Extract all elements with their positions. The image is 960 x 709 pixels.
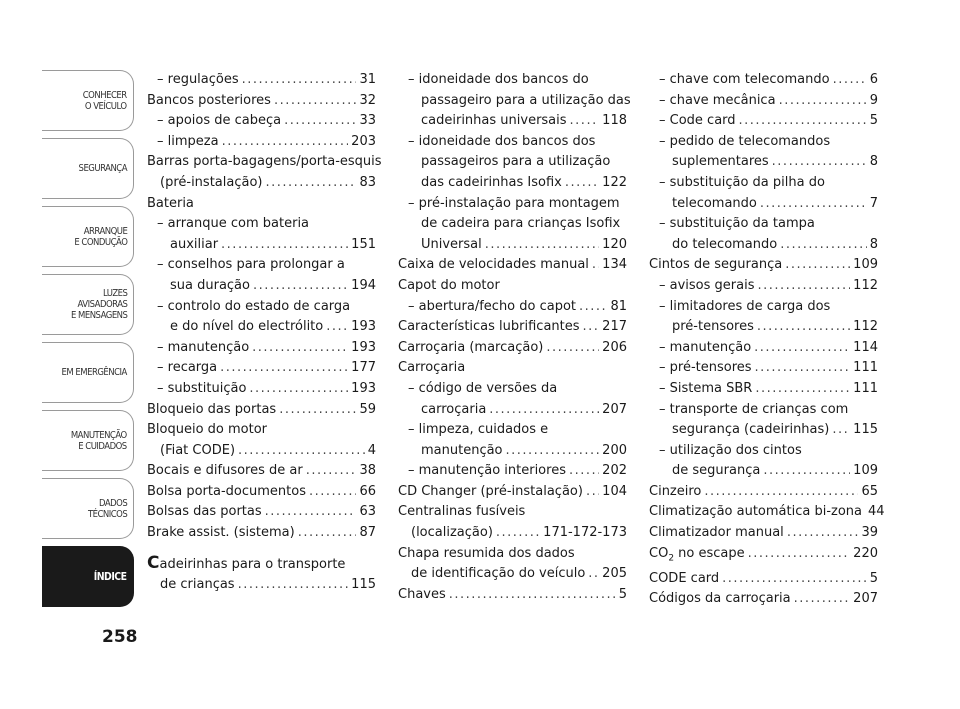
index-entry [398,482,627,503]
index-entry [147,111,376,132]
entry-text: segurança (cadeirinhas) [672,422,830,438]
index-entry [398,194,627,256]
subscript: 2 [668,553,675,564]
index-entry [649,70,878,91]
page-ref[interactable]: 207 [602,401,627,417]
entry-text: Universal [421,236,482,252]
page-ref[interactable]: 193 [351,380,376,396]
entry-text: – idoneidade dos bancos dos [408,133,596,149]
page-ref[interactable]: 114 [853,339,878,355]
page-ref[interactable]: 206 [602,339,627,355]
entry-text: – substituição da tampa [659,216,815,232]
page-ref[interactable]: 5 [869,570,878,586]
index-entry [398,338,627,359]
entry-text: – avisos gerais [659,277,755,293]
entry-text: cadeirinhas universais [421,113,567,129]
tab-label: EM EMERGÊNCIA [61,367,127,378]
page-ref[interactable]: 111 [853,360,878,376]
index-entry [147,297,376,338]
entry-text: – pré-instalação para montagem [408,195,620,211]
page-ref[interactable]: 65 [861,483,878,499]
index-entry [649,523,878,544]
entry-text: – limpeza [157,133,219,149]
entry-text: Chaves [398,586,446,602]
tab-label: SEGURANÇA [78,163,127,174]
leader-dots [757,317,850,338]
index-entry [649,255,878,276]
entry-text: de segurança [672,463,761,479]
index-entry [398,585,627,606]
index-entry [649,569,878,590]
leader-dots [238,575,349,596]
page-ref[interactable]: 115 [351,577,376,593]
index-entry [649,338,878,359]
index-entry [649,276,878,297]
index-entry [147,502,376,523]
entry-text: – chave mecânica [659,92,776,108]
entry-text: CD Changer (pré-instalação) [398,483,583,499]
entry-text: – manutenção interiores [408,463,566,479]
index-entry [398,544,627,585]
leader-dots [242,70,357,91]
entry-text: e do nível do electrólito [170,319,324,335]
leader-dots [833,70,867,91]
entry-text: suplementares [672,154,769,170]
page-ref[interactable]: 217 [602,319,627,335]
page-ref[interactable]: 83 [359,174,376,190]
entry-text: (localização) [411,525,493,541]
index-entry [649,173,878,214]
index-entry [649,214,878,255]
entry-text: Bancos posteriores [147,92,271,108]
index-entry [147,461,376,482]
page-ref[interactable]: 205 [602,566,627,582]
index-entry [147,91,376,112]
entry-text: – recarga [157,360,218,376]
entry-text: de crianças [160,577,235,593]
page-ref[interactable]: 33 [359,113,376,129]
entry-text: Bocais e difusores de ar [147,463,303,479]
entry-text: Características lubrificantes [398,319,580,335]
entry-text: de identificação do veículo [411,566,586,582]
page-ref[interactable]: 39 [861,525,878,541]
page-ref[interactable]: 5 [869,113,878,129]
entry-text: – apoios de cabeça [157,113,282,129]
index-entry [398,255,627,276]
index-entry [147,338,376,359]
index-entry [649,441,878,482]
page-ref[interactable]: 203 [351,133,376,149]
index-entry [649,358,878,379]
entry-text: Bloqueio do motor [147,422,268,438]
index-column-2 [398,70,631,605]
leader-dots [704,482,858,503]
leader-dots [249,379,348,400]
index-entry [398,358,627,379]
page-ref[interactable]: 112 [853,319,878,335]
entry-text: pré-tensores [672,319,754,335]
leader-dots [588,564,599,585]
index-entry [398,276,627,297]
tab-seguranca[interactable] [42,138,134,199]
index-entry [649,297,878,338]
entry-text: – manutenção [659,339,752,355]
page-ref[interactable]: 32 [359,92,376,108]
leader-dots [220,358,348,379]
leader-dots [780,235,867,256]
index-entry [649,132,878,173]
leader-dots [265,502,357,523]
page-ref[interactable]: 66 [359,483,376,499]
entry-text: passageiros para a utilização [421,154,611,170]
entry-text: no escape [674,545,745,561]
page-ref[interactable]: 112 [853,277,878,293]
leader-dots [279,400,356,421]
entry-text: Caixa de velocidades manual [398,257,589,273]
index-entry [147,379,376,400]
entry-text: Carroçaria [398,360,466,376]
page-number: 258 [102,627,138,647]
entry-text: – limitadores de carga dos [659,298,831,314]
entry-text: Bolsa porta-documentos [147,483,306,499]
entry-text: das cadeirinhas Isofix [421,174,562,190]
index-entry [147,152,382,193]
tab-arranque-e-conducao[interactable] [42,206,134,267]
index-entry [147,255,376,296]
leader-dots [579,297,607,318]
leader-dots [449,585,616,606]
index-entry [398,420,627,461]
leader-dots [496,523,540,544]
index-entry [398,379,627,420]
entry-text: – regulações [157,72,239,87]
entry-text: (pré-instalação) [160,174,263,190]
leader-dots [238,441,365,462]
page-ref[interactable]: 4 [367,442,376,458]
entry-text: Chapa resumida dos dados [398,545,575,561]
leader-dots [763,461,850,482]
leader-dots [787,523,859,544]
page-ref[interactable]: 109 [853,257,878,273]
entry-text: – conselhos para prolongar a [157,257,345,273]
leader-dots [309,482,356,503]
leader-dots [785,255,850,276]
entry-text: Capot do motor [398,277,500,293]
entry-text: – utilização dos cintos [659,442,802,458]
tab-label: DADOS TÉCNICOS [87,497,127,520]
entry-text: – abertura/fecho do capot [408,298,577,314]
index-entry [398,132,627,194]
index-entry [398,461,627,482]
tab-dados-tecnicos[interactable] [42,478,134,539]
entry-text: – substituição [157,380,247,396]
entry-text: manutenção [421,442,503,458]
section-letter: C [147,552,160,573]
page-ref[interactable]: 8 [869,154,878,170]
tab-manutencao-e-cuidados[interactable] [42,410,134,471]
index-entry [398,70,631,132]
leader-dots [755,358,851,379]
page-ref[interactable]: 104 [602,483,627,499]
entry-text: Brake assist. (sistema) [147,525,295,541]
entry-text: Cintos de segurança [649,257,783,273]
page-ref[interactable]: 134 [602,257,627,273]
entry-text: auxiliar [170,236,219,252]
page-ref[interactable]: 111 [853,380,878,396]
index-entry [147,420,376,461]
leader-dots [221,235,348,256]
leader-dots [722,569,867,590]
page-ref[interactable]: 7 [869,195,878,211]
entry-text: (Fiat CODE) [160,442,236,458]
index-entry [398,502,627,543]
tab-label: MANUTENÇÃO E CUIDADOS [71,429,127,452]
leader-dots [794,589,851,610]
index-entry [147,523,376,544]
tab-label: CONHECER O VEÍCULO [83,89,127,112]
page-ref[interactable]: 220 [853,545,878,561]
index-column-1 [147,70,382,596]
page-ref[interactable]: 59 [359,401,376,417]
tab-label: ARRANQUE E CONDUÇÃO [73,225,127,248]
page-ref[interactable]: 207 [853,591,878,607]
leader-dots [306,461,357,482]
entry-text: – manutenção [157,339,250,355]
index-column-3 [649,70,885,610]
index-entry [649,502,885,523]
entry-text: Centralinas fusíveis [398,504,526,520]
index-entry [147,214,376,255]
tab-label: ÍNDICE [94,570,127,583]
entry-text: Carroçaria (marcação) [398,339,544,355]
entry-text: – Code card [659,113,736,129]
page-ref[interactable]: 63 [359,504,376,520]
leader-dots [757,276,850,297]
index-entry [147,358,376,379]
entry-text: – pré-tensores [659,360,752,376]
leader-dots [298,523,357,544]
leader-dots [565,173,599,194]
leader-dots [832,420,850,441]
page-ref[interactable]: 6 [869,72,878,87]
leader-dots [222,132,349,153]
leader-dots [755,379,850,400]
index-entry [147,553,376,596]
entry-text: CO [649,545,669,561]
index-entry [147,400,376,421]
entry-text: – pedido de telecomandos [659,133,831,149]
tab-indice[interactable] [42,546,134,607]
leader-dots [772,152,867,173]
index-entry [649,91,878,112]
page-ref[interactable]: 9 [869,92,878,108]
entry-text: Climatizador manual [649,525,784,541]
entry-text: – controlo do estado de carga [157,298,351,314]
index-entry [649,482,878,503]
entry-text: Códigos da carroçaria [649,591,791,607]
entry-text: – código de versões da [408,380,558,396]
page-ref[interactable]: 120 [602,236,627,252]
page-ref[interactable]: 177 [351,360,376,376]
tab-label: LUZES AVISADORAS E MENSAGENS [70,288,127,321]
page-ref[interactable]: 81 [610,298,627,314]
tab-conhecer-o-veiculo[interactable] [42,70,134,131]
index-entry [147,482,376,503]
leader-dots [583,317,600,338]
leader-dots [739,111,867,132]
leader-dots [592,255,599,276]
leader-dots [265,173,356,194]
page-ref[interactable]: 38 [359,463,376,479]
page-ref[interactable]: 44 [868,504,885,520]
entry-text: – transporte de crianças com [659,401,849,417]
leader-dots [779,91,867,112]
entry-text: – idoneidade dos bancos do [408,72,589,87]
entry-text: sua duração [170,277,250,293]
tab-em-emergencia[interactable] [42,342,134,403]
index-entry [649,544,878,569]
entry-text: de cadeira para crianças Isofix [421,216,621,232]
index-entry [398,317,627,338]
entry-text: Climatização automática bi-zona [649,504,863,520]
index-entry [147,132,376,153]
page-ref[interactable]: 122 [602,174,627,190]
page-ref[interactable]: 193 [351,339,376,355]
entry-text: – arranque com bateria [157,216,310,232]
entry-text: – Sistema SBR [659,380,753,396]
entry-text: Bolsas das portas [147,504,262,520]
index-entry [147,194,376,215]
leader-dots [485,235,599,256]
leader-dots [569,461,599,482]
index-entry [398,297,627,318]
page-ref[interactable]: 115 [853,422,878,438]
index-entry [649,379,878,400]
page-ref[interactable]: 8 [869,236,878,252]
leader-dots [748,544,851,565]
page-ref[interactable]: 194 [351,277,376,293]
leader-dots [754,338,850,359]
index-entry [649,111,878,132]
entry-text: carroçaria [421,401,487,417]
leader-dots [253,276,348,297]
entry-text: Cinzeiro [649,483,702,499]
entry-text: Bateria [147,195,194,211]
leader-dots [586,482,599,503]
entry-text: Bloqueio das portas [147,401,277,417]
entry-text: – chave com telecomando [659,72,830,87]
leader-dots [489,400,599,421]
leader-dots [546,338,599,359]
tab-luzes-avisadoras[interactable] [42,274,134,335]
entry-text: – limpeza, cuidados e [408,422,549,438]
leader-dots [570,111,600,132]
leader-dots [252,338,348,359]
page-ref[interactable]: 109 [853,463,878,479]
leader-dots [326,317,348,338]
entry-text: Barras porta-bagagens/porta-esquis [147,154,382,170]
leader-dots [274,91,357,112]
entry-text: adeirinhas para o transporte [159,556,346,572]
entry-text: telecomando [672,195,757,211]
page-ref[interactable]: 171-172-173 [543,525,627,541]
index-entry [649,589,878,610]
page-ref[interactable]: 31 [359,72,376,87]
page-ref[interactable]: 193 [351,319,376,335]
section-tabs [42,70,134,614]
entry-text: – substituição da pilha do [659,174,825,190]
page-ref[interactable]: 118 [602,113,627,129]
page-ref[interactable]: 200 [602,442,627,458]
leader-dots [284,111,356,132]
page-ref[interactable]: 151 [351,236,376,252]
page-ref[interactable]: 5 [618,586,627,602]
page-ref[interactable]: 202 [602,463,627,479]
entry-text: CODE card [649,570,720,586]
leader-dots [506,441,600,462]
page-ref[interactable]: 87 [359,525,376,541]
leader-dots [760,194,867,215]
entry-text: passageiro para a utilização das [421,92,631,108]
index-entry [649,400,878,441]
entry-text: do telecomando [672,236,778,252]
index-entry [147,70,376,91]
